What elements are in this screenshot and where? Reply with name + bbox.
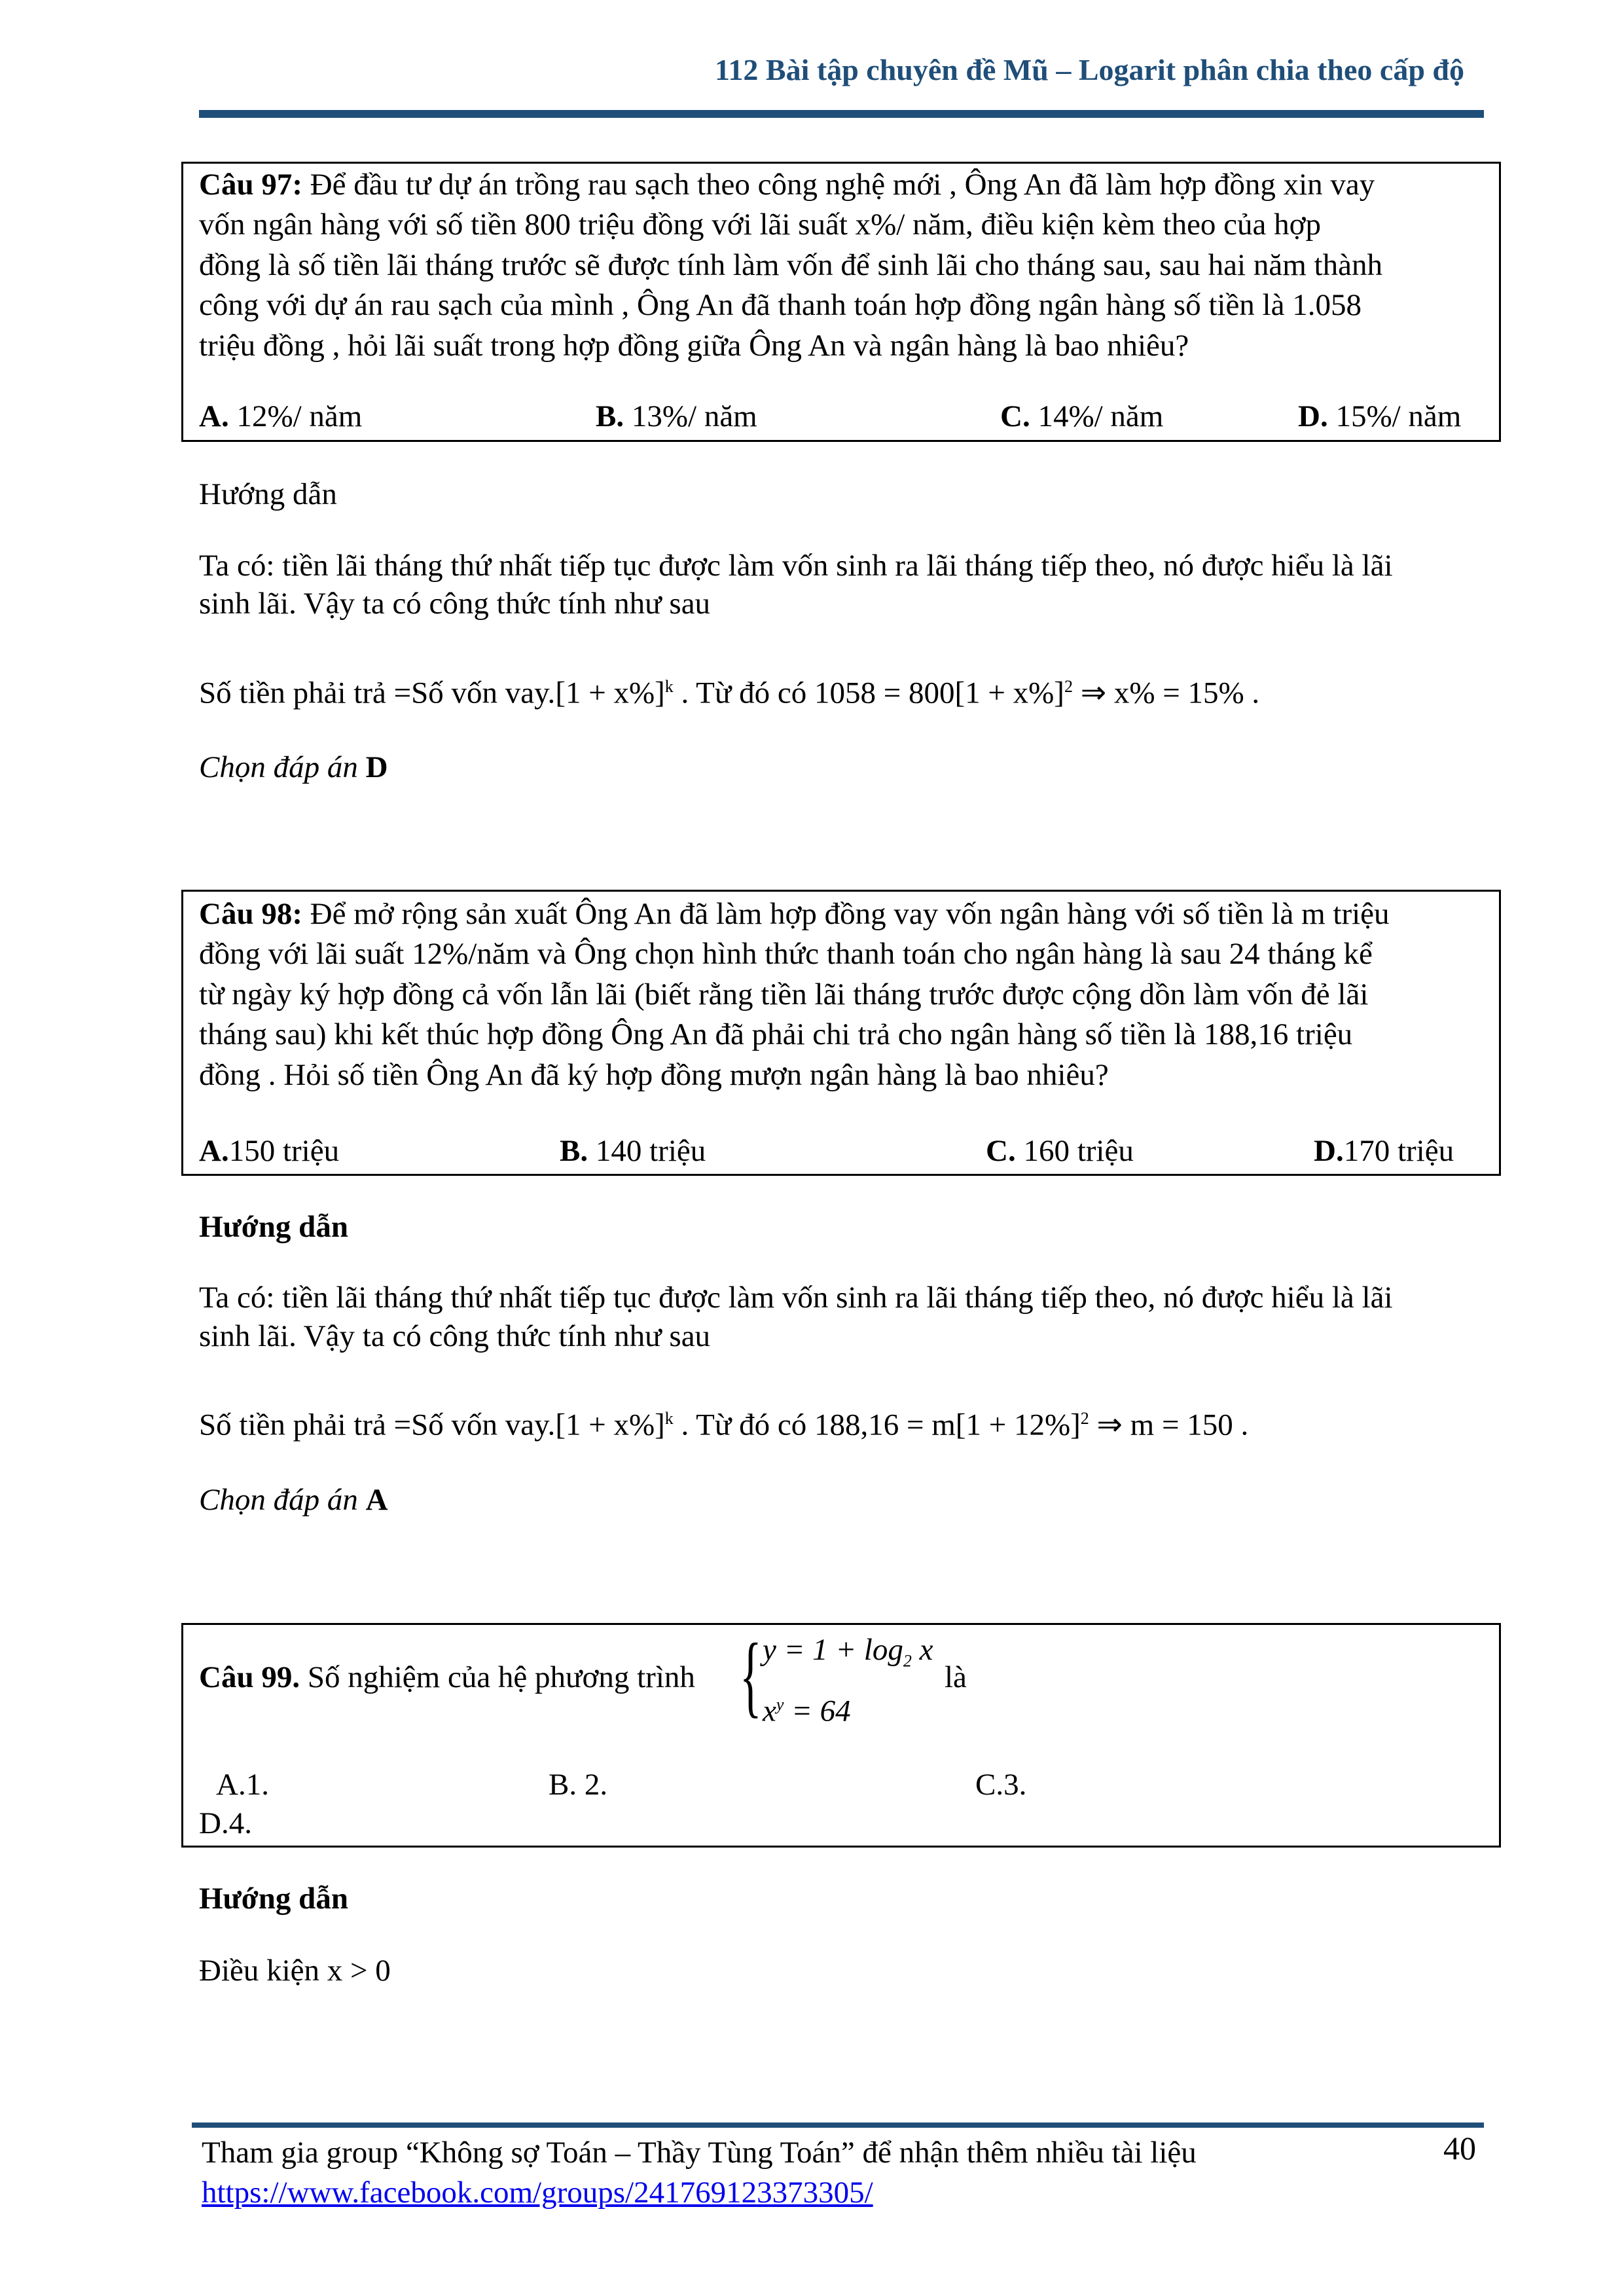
q98-line-4: tháng sau) khi kết thúc hợp đồng Ông An đã phải chi trả cho ngân hàng số tiền là 188,16 triệu: [199, 1017, 1353, 1051]
q98-line-3: từ ngày ký hợp đồng cả vốn lẫn lãi (biết rằng tiền lãi tháng trước được cộng dồn làm vốn đẻ lãi: [199, 977, 1369, 1011]
q99-condition: Điều kiện x > 0: [199, 1954, 391, 1988]
q98-line-1: [199, 894, 1390, 934]
q97-line-3: đồng là số tiền lãi tháng trước sẽ được tính làm vốn để sinh lãi cho tháng sau, sau hai năm thành: [199, 248, 1382, 282]
q97-text: Để đầu tư dự án trồng rau sạch theo công nghệ mới , Ông An đã làm hợp đồng xin vay: [302, 168, 1375, 202]
option-text: 160 triệu: [1015, 1134, 1134, 1168]
eq-subscript: 2: [903, 1651, 912, 1671]
q99-equation-1: [763, 1630, 933, 1681]
option-text: 15%/ năm: [1327, 399, 1462, 433]
option-text: 150 triệu: [228, 1134, 340, 1168]
option-text: 14%/ năm: [1030, 399, 1164, 433]
q97-option-d: [1298, 397, 1461, 436]
q97-option-a: [199, 397, 362, 436]
system-brace-icon: {: [740, 1625, 762, 1726]
q98-option-d: [1314, 1131, 1454, 1171]
option-text: 170 triệu: [1343, 1134, 1454, 1168]
q97-label: Câu 97:: [199, 168, 302, 202]
formula-exponent-2: 2: [1064, 677, 1073, 696]
option-key: A.: [199, 399, 229, 433]
option-key: D.: [1298, 399, 1328, 433]
option-key: C.: [986, 1134, 1016, 1168]
option-key: B.: [596, 399, 624, 433]
option-text: 140 triệu: [588, 1134, 706, 1168]
q98-formula: [199, 1399, 1248, 1445]
q98-answer: [199, 1480, 388, 1520]
formula-prefix: Số tiền phải trả =Số vốn vay.: [199, 676, 556, 710]
option-text: 12%/ năm: [228, 399, 363, 433]
q97-answer: [199, 748, 388, 787]
q98-label: Câu 98:: [199, 897, 302, 931]
q99-label: Câu 99.: [199, 1660, 300, 1694]
q98-guide-line-2: sinh lãi. Vậy ta có công thức tính như sau: [199, 1319, 711, 1353]
option-text: 13%/ năm: [624, 399, 757, 433]
formula-mid: . Từ đó có 1058 = 800[1 + x%]: [673, 676, 1064, 710]
q99-guide-title: Hướng dẫn: [199, 1882, 348, 1916]
q97-guide-line-1: Ta có: tiền lãi tháng thứ nhất tiếp tục được làm vốn sinh ra lãi tháng tiếp theo, nó được hiểu là lãi: [199, 549, 1393, 583]
q97-line-4: công với dự án rau sạch của mình , Ông An đã thanh toán hợp đồng ngân hàng số tiền là 1.058: [199, 288, 1362, 322]
q99-option-d: D.4.: [199, 1806, 252, 1840]
eq-part: y = 1 + log: [763, 1633, 903, 1667]
q98-option-a: [199, 1131, 339, 1171]
document-header-title: 112 Bài tập chuyên đề Mũ – Logarit phân chia theo cấp độ: [714, 53, 1464, 86]
q97-formula: [199, 667, 1259, 713]
q97-line-5: triệu đồng , hỏi lãi suất trong hợp đồng giữa Ông An và ngân hàng là bao nhiêu?: [199, 329, 1189, 363]
eq-superscript: y: [776, 1695, 784, 1714]
answer-value: D: [365, 750, 388, 784]
eq-part: = 64: [784, 1694, 851, 1728]
footer-group-link[interactable]: https://www.facebook.com/groups/241769123373305/: [202, 2176, 873, 2210]
option-key: C.: [1000, 399, 1030, 433]
formula-base: [1 + x%]: [555, 676, 665, 710]
formula-end: ⇒ x% = 15% .: [1072, 676, 1260, 710]
q99-option-c: C.3.: [975, 1768, 1027, 1802]
formula-end: ⇒ m = 150 .: [1089, 1408, 1249, 1442]
footer-text: Tham gia group “Không sợ Toán – Thầy Tùng Toán” để nhận thêm nhiều tài liệu: [202, 2136, 1197, 2170]
formula-exponent: k: [664, 1409, 674, 1428]
formula-base: [1 + x%]: [555, 1408, 665, 1442]
option-key: A.: [199, 1134, 229, 1168]
q99-equation-2: [763, 1685, 851, 1731]
formula-mid: . Từ đó có 188,16 = m[1 + 12%]: [673, 1408, 1081, 1442]
answer-value: A: [365, 1483, 388, 1517]
q98-guide-line-1: Ta có: tiền lãi tháng thứ nhất tiếp tục được làm vốn sinh ra lãi tháng tiếp theo, nó được hiểu là lãi: [199, 1281, 1393, 1315]
q98-guide-title: Hướng dẫn: [199, 1210, 348, 1244]
footer-divider: [192, 2123, 1484, 2128]
option-key: D.: [1314, 1134, 1344, 1168]
q97-line-1: [199, 165, 1375, 204]
q99-option-b: B. 2.: [549, 1768, 608, 1802]
q97-guide-title: Hướng dẫn: [199, 477, 337, 511]
q99-suffix: là: [945, 1660, 967, 1694]
option-key: B.: [560, 1134, 588, 1168]
q97-option-b: [596, 397, 757, 436]
q97-guide-line-2: sinh lãi. Vậy ta có công thức tính như sau: [199, 587, 711, 621]
formula-exponent-2: 2: [1080, 1409, 1089, 1428]
formula-prefix: Số tiền phải trả =Số vốn vay.: [199, 1408, 556, 1442]
q97-option-c: [1000, 397, 1163, 436]
header-divider: [199, 110, 1484, 118]
eq-part: x: [763, 1694, 776, 1728]
page-number: 40: [1443, 2130, 1476, 2166]
q98-option-c: [986, 1131, 1134, 1171]
q98-option-b: [560, 1131, 706, 1171]
q98-line-5: đồng . Hỏi số tiền Ông An đã ký hợp đồng mượn ngân hàng là bao nhiêu?: [199, 1058, 1109, 1092]
q97-line-2: vốn ngân hàng với số tiền 800 triệu đồng với lãi suất x%/ năm, điều kiện kèm theo của hợp: [199, 208, 1322, 242]
answer-label: Chọn đáp án: [199, 1483, 358, 1517]
eq-part: x: [911, 1633, 933, 1667]
answer-label: Chọn đáp án: [199, 750, 358, 784]
q99-question: [199, 1658, 695, 1697]
q98-line-2: đồng với lãi suất 12%/năm và Ông chọn hình thức thanh toán cho ngân hàng là sau 24 tháng kể: [199, 937, 1373, 971]
q98-text: Để mở rộng sản xuất Ông An đã làm hợp đồng vay vốn ngân hàng với số tiền là m triệu: [302, 897, 1390, 931]
formula-exponent: k: [664, 677, 674, 696]
q99-text: Số nghiệm của hệ phương trình: [300, 1660, 695, 1694]
q99-option-a: A.1.: [216, 1768, 269, 1802]
